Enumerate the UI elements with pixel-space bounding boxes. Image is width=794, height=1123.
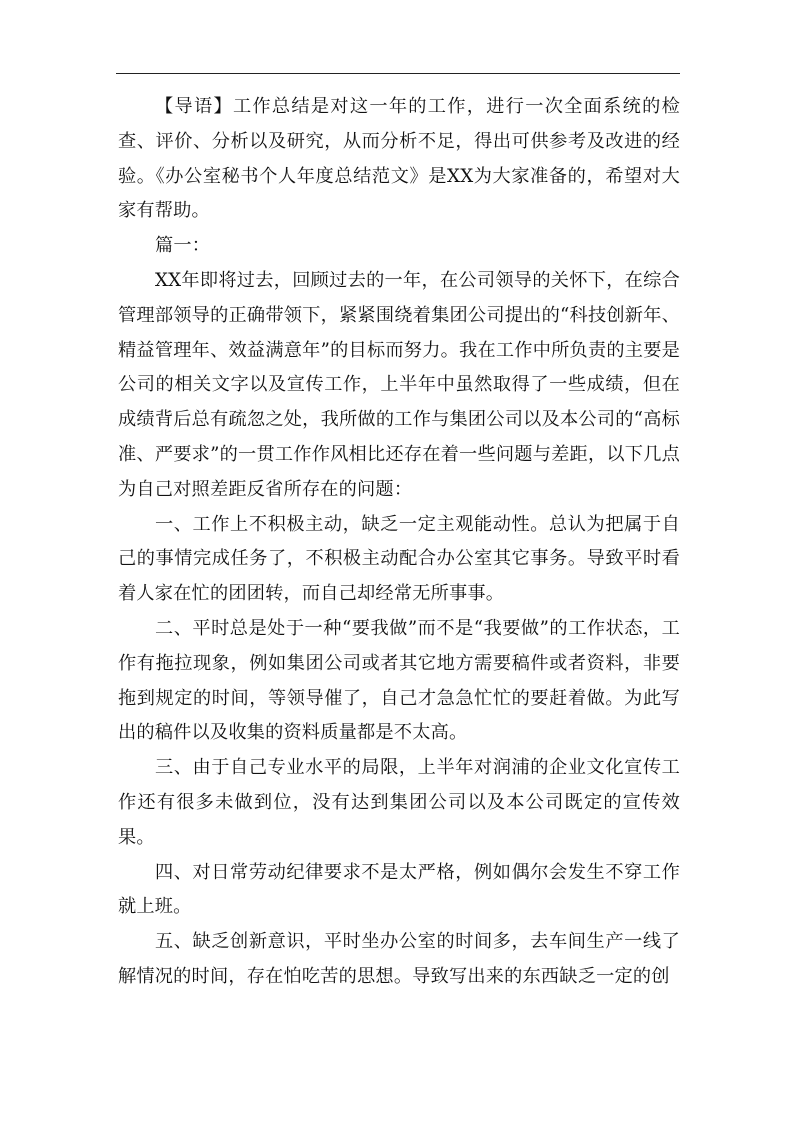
header-rule: [116, 73, 680, 74]
issue-paragraph-4: 四、对日常劳动纪律要求不是太严格，例如偶尔会发生不穿工作就上班。: [118, 861, 680, 918]
issue-paragraph-1: 一、工作上不积极主动，缺乏一定主观能动性。总认为把属于自己的事情完成任务了，不积极主动配合办公室其它事务。导致平时看着人家在忙的团团转，而自己却经常无所事事。: [118, 513, 680, 605]
issue-paragraph-5: 五、缺乏创新意识，平时坐办公室的时间多，去车间生产一线了解情况的时间，存在怕吃苦的思想。导致写出来的东西缺乏一定的创: [118, 931, 680, 987]
document-body: [118, 90, 680, 995]
section-heading: 篇一：: [155, 235, 211, 257]
body-paragraph: XX年即将过去，回顾过去的一年，在公司领导的关怀下，在综合管理部领导的正确带领下，紧紧围绕着集团公司提出的“科技创新年、精益管理年、效益满意年”的目标而努力。我在工作中所负责的主要是公司的相关文字以及宣传工作，上半年中虽然取得了一些成绩，但在成绩背后总有疏忽之处，我所做的工作与集团公司以及本公司的“高标准、严要求”的一贯工作作风相比还存在着一些问题与差距，以下几点为自己对照差距反省所存在的问题：: [118, 269, 680, 500]
intro-paragraph: 【导语】工作总结是对这一年的工作，进行一次全面系统的检查、评价、分析以及研究，从而分析不足，得出可供参考及改进的经验。《办公室秘书个人年度总结范文》是XX为大家准备的，希望对大家有帮助。: [118, 96, 680, 222]
issue-paragraph-2: 二、平时总是处于一种“要我做”而不是“我要做”的工作状态，工作有拖拉现象，例如集团公司或者其它地方需要稿件或者资料，非要拖到规定的时间，等领导催了，自己才急急忙忙的要赶着做。为此写出的稿件以及收集的资料质量都是不太高。: [118, 617, 680, 744]
issue-paragraph-3: 三、由于自己专业水平的局限，上半年对润浦的企业文化宣传工作还有很多未做到位，没有达到集团公司以及本公司既定的宣传效果。: [118, 757, 680, 848]
